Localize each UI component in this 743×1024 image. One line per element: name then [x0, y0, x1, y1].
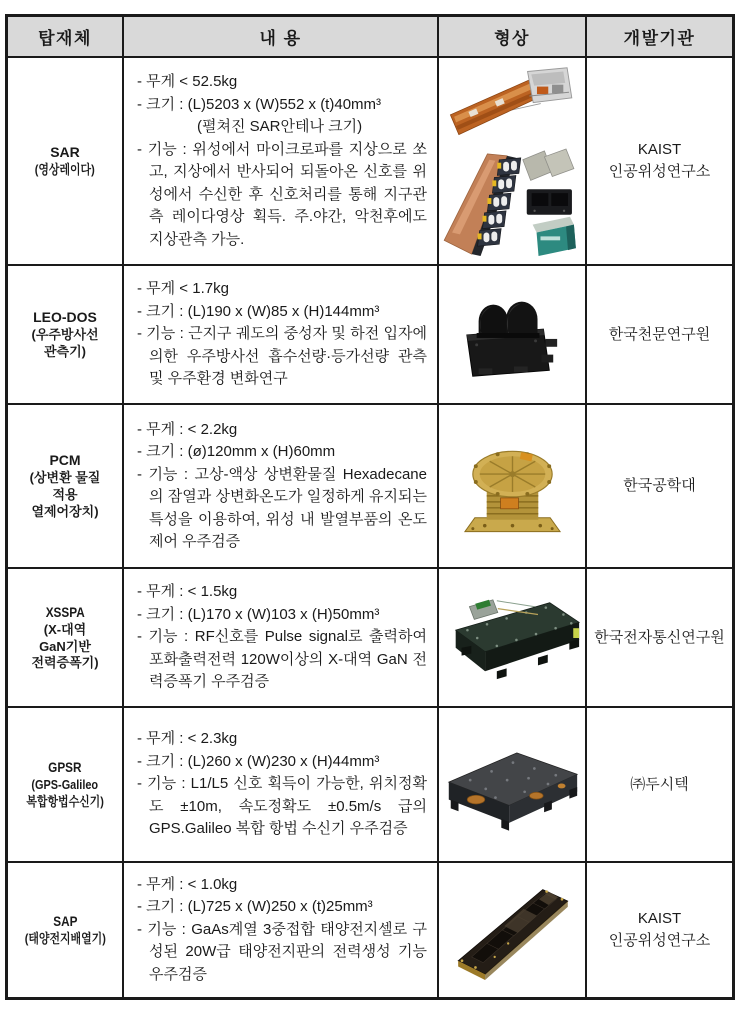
- spec-weight: - 무게 : < 2.2kg: [137, 420, 238, 438]
- payload-subtitle: 적용: [52, 487, 78, 502]
- spec-weight: - 무게 : < 1.0kg: [137, 875, 238, 893]
- payload-name: PCM: [49, 452, 81, 469]
- leodos-dosimeter-photo: [453, 282, 571, 388]
- spec-size: - 크기 : (L)260 x (W)230 x (H)44mm³: [137, 752, 380, 770]
- payload-cell-xsspa: [8, 569, 124, 708]
- spec-function: - 기능 : 위성에서 마이크로파를 지상으로 쏘고, 지상에서 반사되어 되돌아온 신호를 위성에서 수신한 후 신호처리를 통해 지구관측 레이다영상 획득. 주.야간, 악천후에도 지상관측 가능.: [137, 140, 427, 248]
- payload-cell-sar: [8, 58, 124, 266]
- payload-name: SAP: [52, 913, 78, 930]
- xsspa-amplifier-photo: [440, 589, 585, 687]
- spec-weight: - 무게 : < 2.3kg: [137, 730, 238, 748]
- org-name: ㈜두시텍: [630, 775, 689, 793]
- content-cell-pcm: [124, 405, 439, 569]
- sap-solar-panel-photo: [446, 880, 578, 980]
- payload-subtitle: GaN기반: [39, 638, 91, 654]
- payload-subtitle: (X-대역: [43, 621, 87, 637]
- spec-function: - 기능 : L1/L5 신호 획득이 가능한, 위치정확도 ±10m, 속도정확도 ±0.5m/s 급의 GPS.Galileo 복합 항법 수신기 우주검증: [137, 775, 427, 838]
- photo-cell-pcm: [439, 405, 587, 569]
- gpsr-receiver-photo: [441, 735, 583, 835]
- header-shape: 형상: [439, 17, 587, 58]
- spec-size-note: (펼쳐진 SAR안테나 크기): [197, 118, 363, 135]
- payload-cell-pcm: [8, 405, 124, 569]
- photo-cell-xsspa: [439, 569, 587, 708]
- payload-cell-gpsr: [8, 708, 124, 863]
- sar-electronics-photo: [438, 146, 586, 258]
- payload-subtitle: 관측기): [43, 343, 86, 359]
- spec-size: - 크기 : (L)170 x (W)103 x (H)50mm³: [137, 605, 380, 623]
- payload-subtitle: (우주방사선: [31, 327, 99, 343]
- spec-function: - 기능 : 고상-액상 상변환물질 Hexadecane의 잠열과 상변화온도가 일정하게 유지되는 특성을 이용하여, 위성 내 발열부품의 온도제어 우주검증: [137, 465, 427, 550]
- spec-weight: - 무게 < 1.7kg: [137, 280, 229, 298]
- org-name: 한국천문연구원: [608, 325, 711, 343]
- content-cell-leodos: [124, 266, 439, 405]
- payload-table: [5, 14, 735, 1000]
- spec-function: - 기능 : GaAs계열 3중접합 태양전지셀로 구성된 20W급 태양전지판의 전력생성 기능 우주검증: [137, 920, 427, 983]
- spec-function: - 기능 : RF신호를 Pulse signal로 출력하여 포화출력전력 120W이상의 X-대역 GaN 전력증폭기 우주검증: [137, 628, 427, 691]
- payload-name: LEO-DOS: [33, 309, 97, 326]
- photo-cell-gpsr: [439, 708, 587, 863]
- payload-name: XSSPA: [45, 603, 85, 620]
- content-cell-gpsr: [124, 708, 439, 863]
- payload-subtitle: (태양전지배열기): [24, 931, 106, 946]
- org-name: KAIST: [637, 910, 682, 928]
- sar-antenna-photo: [445, 64, 580, 144]
- spec-weight: - 무게 < 52.5kg: [137, 73, 238, 90]
- org-name: 한국전자통신연구원: [594, 628, 725, 646]
- content-cell-xsspa: [124, 569, 439, 708]
- payload-subtitle: (영상레이다): [34, 162, 96, 177]
- spec-function: - 기능 : 근지구 궤도의 중성자 및 하전 입자에 의한 우주방사선 흡수선량·등가선량 관측 및 우주환경 변화연구: [137, 325, 427, 388]
- header-content: 내 용: [124, 17, 439, 58]
- org-name: KAIST: [637, 141, 682, 159]
- payload-name: GPSR: [48, 759, 82, 776]
- content-cell-sar: [124, 58, 439, 266]
- photo-cell-sar: [439, 58, 587, 266]
- spec-size: - 크기 : (L)190 x (W)85 x (H)144mm³: [137, 302, 380, 320]
- payload-cell-leodos: [8, 266, 124, 405]
- org-cell-leodos: [587, 266, 732, 405]
- payload-subtitle: 열제어장치): [31, 503, 99, 519]
- payload-subtitle: (상변환 물질: [29, 470, 101, 486]
- spec-weight: - 무게 : < 1.5kg: [137, 583, 238, 601]
- org-cell-pcm: [587, 405, 732, 569]
- photo-cell-sap: [439, 863, 587, 997]
- org-name: 한국공학대: [623, 477, 696, 495]
- payload-subtitle: 전력증폭기): [31, 655, 99, 671]
- spec-size: - 크기 : (ø)120mm x (H)60mm: [137, 443, 336, 460]
- org-cell-sap: [587, 863, 732, 997]
- header-payload: 탑재체: [8, 17, 124, 58]
- org-cell-sar: [587, 58, 732, 266]
- payload-subtitle: (GPS-Galileo: [31, 777, 99, 793]
- spec-size: - 크기 : (L)5203 x (W)552 x (t)40mm³: [137, 95, 382, 113]
- org-cell-gpsr: [587, 708, 732, 863]
- org-name: 인공위성연구소: [608, 932, 711, 949]
- org-cell-xsspa: [587, 569, 732, 708]
- content-cell-sap: [124, 863, 439, 997]
- photo-cell-leodos: [439, 266, 587, 405]
- pcm-thermal-unit-photo: [455, 426, 570, 546]
- payload-name: SAR: [50, 144, 80, 161]
- payload-cell-sap: [8, 863, 124, 997]
- payload-subtitle: 복합항법수신기): [26, 793, 104, 809]
- header-developer: 개발기관: [587, 17, 732, 58]
- spec-size: - 크기 : (L)725 x (W)250 x (t)25mm³: [137, 898, 373, 916]
- org-name: 인공위성연구소: [608, 163, 711, 180]
